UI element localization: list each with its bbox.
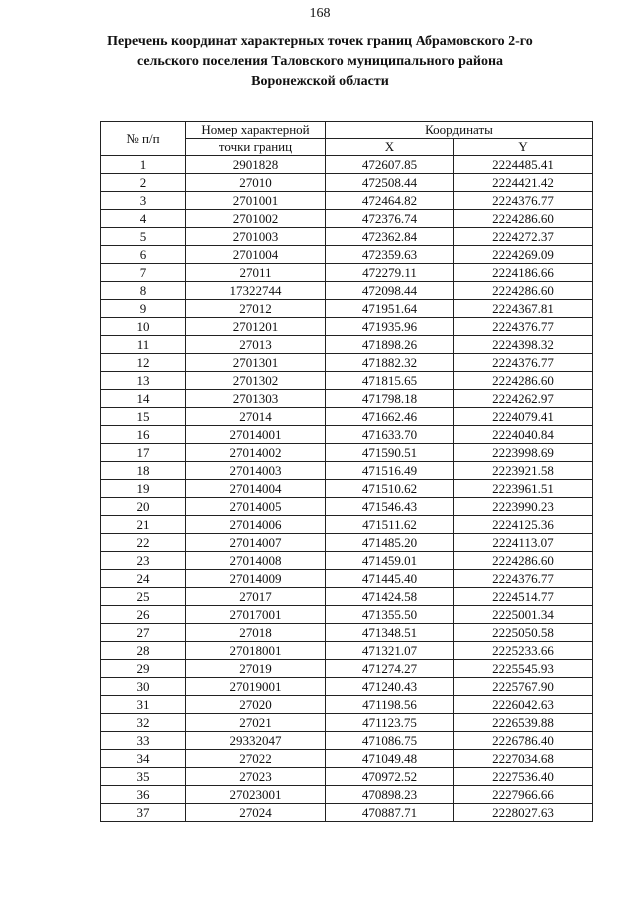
cell-y: 2225767.90 [454,678,593,696]
cell-row-number: 14 [101,390,186,408]
cell-row-number: 3 [101,192,186,210]
table-row [101,804,593,822]
table-row [101,714,593,732]
cell-x: 471516.49 [326,462,454,480]
table-header [101,122,593,156]
table-body [101,156,593,822]
table-row [101,516,593,534]
cell-point-number: 27012 [186,300,326,318]
cell-row-number: 26 [101,606,186,624]
table-row [101,570,593,588]
cell-point-number: 2701201 [186,318,326,336]
cell-row-number: 11 [101,336,186,354]
cell-point-number: 27014006 [186,516,326,534]
cell-point-number: 27014 [186,408,326,426]
cell-row-number: 18 [101,462,186,480]
cell-y: 2223998.69 [454,444,593,462]
cell-point-number: 27014002 [186,444,326,462]
cell-point-number: 27019001 [186,678,326,696]
cell-x: 471882.32 [326,354,454,372]
cell-point-number: 17322744 [186,282,326,300]
cell-point-number: 2701301 [186,354,326,372]
cell-row-number: 31 [101,696,186,714]
cell-x: 471590.51 [326,444,454,462]
table-row [101,354,593,372]
cell-point-number: 2701303 [186,390,326,408]
cell-row-number: 8 [101,282,186,300]
table-row [101,480,593,498]
table-row [101,696,593,714]
cell-x: 471459.01 [326,552,454,570]
cell-x: 471510.62 [326,480,454,498]
cell-x: 472362.84 [326,228,454,246]
table-row [101,642,593,660]
table-row [101,444,593,462]
table-row [101,408,593,426]
cell-x: 471662.46 [326,408,454,426]
cell-row-number: 36 [101,786,186,804]
cell-row-number: 28 [101,642,186,660]
cell-x: 471511.62 [326,516,454,534]
cell-y: 2224113.07 [454,534,593,552]
cell-y: 2224286.60 [454,372,593,390]
cell-row-number: 33 [101,732,186,750]
cell-x: 471633.70 [326,426,454,444]
cell-point-number: 27011 [186,264,326,282]
cell-point-number: 27023001 [186,786,326,804]
cell-row-number: 4 [101,210,186,228]
cell-y: 2227034.68 [454,750,593,768]
cell-x: 471240.43 [326,678,454,696]
table-row [101,210,593,228]
header-x: X [326,139,454,156]
cell-point-number: 27021 [186,714,326,732]
table-row [101,372,593,390]
cell-x: 471898.26 [326,336,454,354]
table-row [101,660,593,678]
cell-y: 2227966.66 [454,786,593,804]
cell-row-number: 30 [101,678,186,696]
cell-point-number: 2701003 [186,228,326,246]
cell-x: 471546.43 [326,498,454,516]
cell-row-number: 34 [101,750,186,768]
cell-x: 471123.75 [326,714,454,732]
cell-row-number: 37 [101,804,186,822]
cell-y: 2224286.60 [454,282,593,300]
cell-y: 2227536.40 [454,768,593,786]
cell-row-number: 1 [101,156,186,174]
cell-y: 2225050.58 [454,624,593,642]
cell-x: 471274.27 [326,660,454,678]
table-row [101,300,593,318]
cell-row-number: 7 [101,264,186,282]
cell-point-number: 27018001 [186,642,326,660]
cell-point-number: 27022 [186,750,326,768]
table-row [101,552,593,570]
cell-x: 472376.74 [326,210,454,228]
cell-row-number: 10 [101,318,186,336]
cell-x: 472607.85 [326,156,454,174]
cell-row-number: 19 [101,480,186,498]
cell-y: 2225233.66 [454,642,593,660]
cell-point-number: 27024 [186,804,326,822]
cell-row-number: 27 [101,624,186,642]
table-row [101,534,593,552]
cell-row-number: 17 [101,444,186,462]
cell-y: 2224262.97 [454,390,593,408]
cell-y: 2223921.58 [454,462,593,480]
cell-point-number: 27014009 [186,570,326,588]
cell-row-number: 12 [101,354,186,372]
cell-point-number: 27018 [186,624,326,642]
cell-point-number: 27017 [186,588,326,606]
cell-y: 2224514.77 [454,588,593,606]
cell-x: 471951.64 [326,300,454,318]
document-title [90,32,550,92]
cell-y: 2224367.81 [454,300,593,318]
cell-y: 2224398.32 [454,336,593,354]
cell-row-number: 22 [101,534,186,552]
cell-row-number: 15 [101,408,186,426]
table-row [101,624,593,642]
table-row [101,750,593,768]
cell-point-number: 2701004 [186,246,326,264]
cell-y: 2228027.63 [454,804,593,822]
table-row [101,462,593,480]
cell-point-number: 27013 [186,336,326,354]
cell-row-number: 2 [101,174,186,192]
cell-row-number: 23 [101,552,186,570]
cell-point-number: 27010 [186,174,326,192]
cell-point-number: 2701002 [186,210,326,228]
cell-point-number: 27014005 [186,498,326,516]
cell-x: 472508.44 [326,174,454,192]
cell-x: 472464.82 [326,192,454,210]
cell-row-number: 25 [101,588,186,606]
cell-row-number: 16 [101,426,186,444]
table-row [101,426,593,444]
cell-y: 2224286.60 [454,552,593,570]
table-row [101,606,593,624]
cell-y: 2226539.88 [454,714,593,732]
cell-point-number: 2701001 [186,192,326,210]
cell-point-number: 27014003 [186,462,326,480]
cell-x: 472279.11 [326,264,454,282]
table-row [101,498,593,516]
cell-x: 471348.51 [326,624,454,642]
header-coordinates: Координаты [326,122,593,139]
header-point-number-line2: точки границ [186,139,326,156]
cell-x: 471049.48 [326,750,454,768]
cell-x: 471355.50 [326,606,454,624]
table-row [101,282,593,300]
cell-x: 470972.52 [326,768,454,786]
cell-x: 471445.40 [326,570,454,588]
cell-y: 2225545.93 [454,660,593,678]
cell-row-number: 32 [101,714,186,732]
cell-y: 2224125.36 [454,516,593,534]
page-number: 168 [309,6,331,21]
cell-point-number: 27023 [186,768,326,786]
cell-point-number: 27020 [186,696,326,714]
cell-y: 2224376.77 [454,354,593,372]
cell-y: 2223990.23 [454,498,593,516]
cell-y: 2224376.77 [454,570,593,588]
cell-x: 472098.44 [326,282,454,300]
cell-x: 472359.63 [326,246,454,264]
cell-row-number: 29 [101,660,186,678]
cell-y: 2224269.09 [454,246,593,264]
cell-x: 471424.58 [326,588,454,606]
cell-y: 2224040.84 [454,426,593,444]
coordinates-table [100,121,593,822]
table-row [101,156,593,174]
cell-y: 2224376.77 [454,192,593,210]
cell-point-number: 27014004 [186,480,326,498]
table-row [101,732,593,750]
cell-y: 2225001.34 [454,606,593,624]
table-row [101,768,593,786]
cell-y: 2224079.41 [454,408,593,426]
cell-y: 2223961.51 [454,480,593,498]
cell-y: 2226786.40 [454,732,593,750]
header-point-number-line1: Номер характерной [186,122,326,139]
cell-point-number: 2901828 [186,156,326,174]
table-row [101,786,593,804]
cell-x: 471815.65 [326,372,454,390]
cell-point-number: 27014008 [186,552,326,570]
cell-row-number: 24 [101,570,186,588]
cell-y: 2224376.77 [454,318,593,336]
cell-row-number: 6 [101,246,186,264]
table-row [101,678,593,696]
cell-point-number: 27014007 [186,534,326,552]
cell-point-number: 27014001 [186,426,326,444]
cell-x: 471798.18 [326,390,454,408]
cell-row-number: 20 [101,498,186,516]
cell-point-number: 27019 [186,660,326,678]
cell-row-number: 21 [101,516,186,534]
cell-x: 471935.96 [326,318,454,336]
table-row [101,390,593,408]
cell-row-number: 13 [101,372,186,390]
cell-point-number: 2701302 [186,372,326,390]
cell-y: 2224186.66 [454,264,593,282]
cell-row-number: 5 [101,228,186,246]
cell-row-number: 9 [101,300,186,318]
table-row [101,192,593,210]
cell-y: 2224421.42 [454,174,593,192]
cell-x: 470898.23 [326,786,454,804]
title-line: Воронежской области [251,74,389,89]
table-row [101,588,593,606]
cell-x: 470887.71 [326,804,454,822]
table-row [101,318,593,336]
cell-y: 2224286.60 [454,210,593,228]
cell-point-number: 27017001 [186,606,326,624]
cell-x: 471198.56 [326,696,454,714]
cell-point-number: 29332047 [186,732,326,750]
title-line: Перечень координат характерных точек границ Абрамовского 2-го [107,34,533,49]
cell-x: 471321.07 [326,642,454,660]
header-row-number: № п/п [101,122,186,156]
cell-x: 471485.20 [326,534,454,552]
cell-row-number: 35 [101,768,186,786]
table-row [101,264,593,282]
table-row [101,336,593,354]
table-row [101,246,593,264]
title-line: сельского поселения Таловского муниципального района [136,54,504,69]
cell-y: 2224485.41 [454,156,593,174]
table-row [101,228,593,246]
cell-y: 2224272.37 [454,228,593,246]
table-row [101,174,593,192]
cell-y: 2226042.63 [454,696,593,714]
cell-x: 471086.75 [326,732,454,750]
header-y: Y [454,139,593,156]
